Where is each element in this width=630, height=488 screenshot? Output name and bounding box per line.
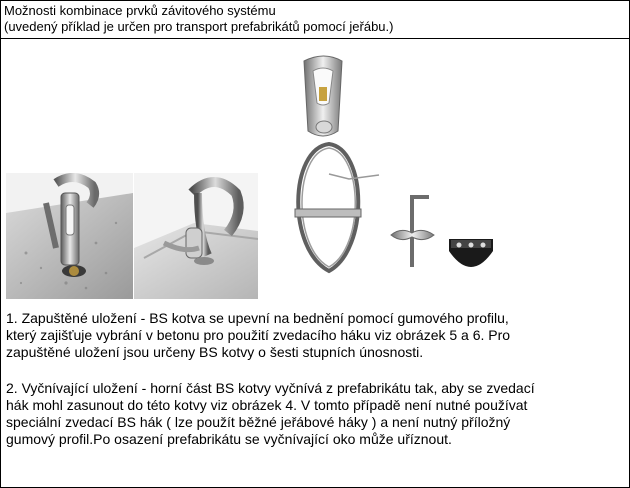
photo-protruding-anchor — [134, 173, 258, 299]
paragraph-recessed — [6, 310, 621, 361]
product-components-figure — [269, 49, 509, 285]
paragraph-line: gumový profil.Po osazení prefabrikátu se vyčnívající oko může uříznout. — [6, 431, 452, 447]
wire-rope-loop-icon — [295, 144, 379, 271]
photo-recessed-anchor-hook — [6, 173, 133, 299]
paragraph-line: speciální zvedací BS hák ( lze použít běžné jeřábové háky ) a není nutný příložný — [6, 414, 511, 430]
paragraph-protruding — [6, 380, 621, 448]
recess-former-icon — [449, 239, 493, 267]
lifting-clutch-icon — [304, 56, 342, 136]
header-subtitle: (uvedený příklad je určen pro transport prefabrikátů pomocí jeřábu.) — [4, 19, 394, 34]
threaded-bolt-icon — [391, 195, 434, 267]
paragraph-line: 2. Vyčnívající uložení - horní část BS kotvy vyčnívá z prefabrikátu tak, aby se zvedací — [6, 380, 535, 396]
header-title: Možnosti kombinace prvků závitového systému — [4, 3, 276, 18]
paragraph-line: hák mohl zasunout do této kotvy viz obrázek 4. V tomto případě není nutné používat — [6, 397, 528, 413]
paragraph-line: 1. Zapuštěné uložení - BS kotva se upevní na bednění pomocí gumového profilu, — [6, 310, 509, 326]
paragraph-line: zapuštěné uložení jsou určeny BS kotvy o šesti stupních únosnosti. — [6, 344, 424, 360]
header-box — [1, 1, 629, 39]
paragraph-line: který zajišťuje vybrání v betonu pro použití zvedacího háku viz obrázek 5 a 6. Pro — [6, 327, 511, 343]
